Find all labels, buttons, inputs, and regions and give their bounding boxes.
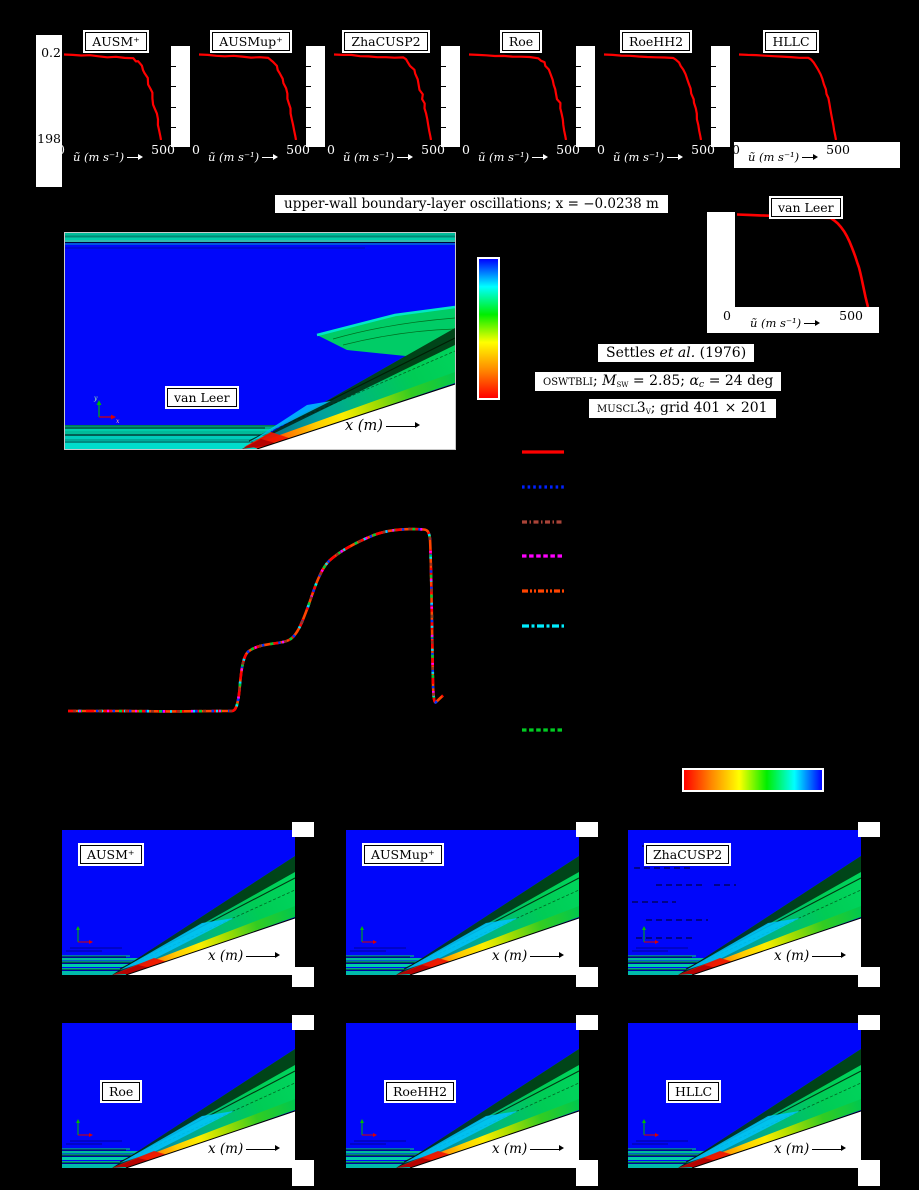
x-min-label: 0	[732, 142, 740, 157]
x-axis-labels	[327, 142, 445, 165]
x-min-label: 0	[723, 308, 731, 323]
x-max-label: 500	[839, 308, 863, 323]
text-segment: oswtbli	[543, 373, 593, 389]
case-box	[535, 372, 781, 391]
x-axis-title-text: x (m)	[492, 1141, 528, 1157]
profile-plot-panel	[327, 30, 472, 178]
profile-curve-svg	[197, 52, 305, 140]
velocity-profile-curve	[604, 55, 701, 141]
x-axis-title	[345, 418, 420, 434]
tick-mark	[441, 66, 446, 67]
profile-plot-area	[197, 52, 305, 140]
tick-mark	[576, 66, 581, 67]
text-segment: muscl3	[597, 400, 646, 416]
x-axis-title-text: x (m)	[774, 948, 810, 964]
x-axis-labels	[723, 308, 863, 331]
tick-mark	[306, 107, 311, 108]
text-segment: sw	[616, 378, 629, 390]
scheme-label: Roe	[102, 1082, 140, 1101]
x-max-label: 500	[286, 142, 310, 157]
right-arrow-icon	[532, 153, 548, 162]
x-axis-labels	[597, 142, 715, 165]
profile-plot-panel	[192, 30, 337, 178]
x-axis-title	[492, 1141, 564, 1157]
scheme-label: AUSM⁺	[80, 845, 142, 864]
x-axis-title	[343, 150, 413, 165]
x-min-label: 0	[597, 142, 605, 157]
profile-title-row	[737, 30, 845, 53]
text-segment: v	[645, 405, 651, 417]
profile-title-row	[467, 30, 575, 53]
text-segment: et al.	[659, 345, 696, 361]
scheme-label-box	[769, 196, 843, 219]
adjacent-axis-strip	[576, 1160, 598, 1186]
scheme-label: van Leer	[771, 198, 841, 217]
profile-title-row	[197, 30, 305, 53]
wall-curve-overlay	[68, 529, 443, 711]
profile-plot-area	[602, 52, 710, 140]
scheme-label: ZhaCUSP2	[344, 32, 427, 51]
axis-tick-strip	[306, 46, 325, 147]
adjacent-axis-strip	[858, 1160, 880, 1186]
scheme-label-box	[620, 30, 692, 53]
text-segment: = 24 deg	[704, 373, 774, 389]
tick-mark	[171, 107, 176, 108]
scheme-label-box	[165, 386, 239, 409]
profile-curve-svg	[735, 212, 880, 307]
x-axis-title-text: ũ (m s⁻¹)	[612, 150, 665, 164]
text-segment: = 2.85;	[628, 373, 690, 389]
tick-mark	[441, 127, 446, 128]
van-leer-profile-panel	[695, 195, 919, 340]
contour-plot-panel	[62, 830, 295, 975]
x-axis-title-text: x (m)	[774, 1141, 810, 1157]
adjacent-axis-strip	[858, 1015, 880, 1030]
x-axis-labels	[732, 142, 850, 165]
wall-curve-overlay	[68, 529, 443, 711]
adjacent-axis-strip	[858, 822, 880, 837]
x-max-label: 500	[826, 142, 850, 157]
tick-mark	[171, 86, 176, 87]
scheme-label-box	[384, 1080, 456, 1103]
scheme-label: HLLC	[668, 1082, 719, 1101]
profile-plot-area	[62, 52, 170, 140]
x-axis-title	[774, 948, 846, 964]
profile-curve-svg	[737, 52, 845, 140]
tick-mark	[576, 107, 581, 108]
right-arrow-icon	[127, 153, 143, 162]
adjacent-axis-strip	[292, 1160, 314, 1186]
wall-curve-overlay	[68, 529, 443, 711]
right-arrow-icon	[802, 153, 818, 162]
text-segment: M	[602, 373, 617, 389]
right-arrow-icon	[262, 153, 278, 162]
scheme-label: AUSMup⁺	[364, 845, 442, 864]
adjacent-axis-strip	[292, 1015, 314, 1030]
scheme-label: Roe	[502, 32, 540, 51]
x-axis-title	[748, 150, 818, 165]
x-min-label: 0	[462, 142, 470, 157]
profile-plot-area	[735, 212, 880, 307]
profile-title-row	[62, 30, 170, 53]
scheme-label: RoeHH2	[386, 1082, 454, 1101]
adjacent-axis-strip	[292, 822, 314, 837]
figure-caption: upper-wall boundary-layer oscillations; x = −0.0238 m	[275, 195, 668, 213]
scheme-label-box	[644, 843, 731, 866]
scheme-label: van Leer	[167, 388, 237, 407]
profile-plot-panel	[597, 30, 742, 178]
tick-mark	[306, 127, 311, 128]
x-axis-title-text: x (m)	[492, 948, 528, 964]
profile-plot-area	[467, 52, 575, 140]
x-axis-title	[73, 150, 143, 165]
tick-mark	[711, 127, 716, 128]
tick-mark	[576, 86, 581, 87]
adjacent-axis-strip	[858, 967, 880, 987]
profile-curve-svg	[467, 52, 575, 140]
scheme-label-box	[78, 843, 144, 866]
tick-mark	[171, 66, 176, 67]
scheme-label: AUSMup⁺	[212, 32, 290, 51]
x-axis-title	[478, 150, 548, 165]
profile-title-row	[602, 30, 710, 53]
reference-box	[598, 344, 754, 362]
x-max-label: 500	[151, 142, 175, 157]
velocity-profile-curve	[64, 55, 161, 141]
right-arrow-icon	[246, 952, 280, 961]
text-segment: α	[689, 373, 699, 389]
right-arrow-icon	[812, 952, 846, 961]
main-contour-plot	[65, 233, 455, 449]
tick-mark	[306, 66, 311, 67]
profile-curve-svg	[62, 52, 170, 140]
x-axis-title-text: ũ (m s⁻¹)	[477, 150, 530, 164]
profile-curve-svg	[332, 52, 440, 140]
tick-mark	[306, 86, 311, 87]
scheme-label: RoeHH2	[622, 32, 690, 51]
contour-plot-panel	[628, 1023, 861, 1168]
right-arrow-icon	[386, 422, 420, 431]
x-axis-title	[208, 150, 278, 165]
right-arrow-icon	[812, 1145, 846, 1154]
vertical-colorbar	[477, 257, 500, 400]
svg-text:x: x	[116, 418, 120, 425]
x-axis-title-text: x (m)	[345, 418, 383, 434]
text-segment: (1976)	[695, 345, 747, 361]
right-arrow-icon	[530, 1145, 564, 1154]
tick-mark	[711, 86, 716, 87]
x-axis-title-text: ũ (m s⁻¹)	[342, 150, 395, 164]
profile-title-row	[332, 30, 440, 53]
numerics-box	[589, 399, 776, 418]
contour-plot-panel	[628, 830, 861, 975]
axis-tick-strip	[576, 46, 595, 147]
x-axis-title-text: ũ (m s⁻¹)	[749, 316, 802, 330]
profile-plot-area	[332, 52, 440, 140]
velocity-profile-curve	[199, 55, 296, 141]
tick-mark	[711, 107, 716, 108]
scheme-label-box	[83, 30, 149, 53]
contour-plot-panel	[62, 1023, 295, 1168]
right-arrow-icon	[667, 153, 683, 162]
axis-tick-strip	[171, 46, 190, 147]
text-segment: Settles	[606, 345, 660, 361]
profile-plot-panel	[732, 30, 877, 178]
contour-plot-svg	[65, 233, 455, 449]
scheme-label-box	[342, 30, 429, 53]
x-min-label: 0	[327, 142, 335, 157]
tick-mark	[711, 66, 716, 67]
profile-plot-panel	[462, 30, 607, 178]
x-axis-labels	[462, 142, 580, 165]
tick-mark	[171, 127, 176, 128]
x-axis-title-text: x (m)	[208, 948, 244, 964]
adjacent-axis-strip	[576, 822, 598, 837]
profile-plot-panel	[57, 30, 202, 178]
right-arrow-icon	[246, 1145, 280, 1154]
axis-tick-strip	[441, 46, 460, 147]
velocity-profile-curve	[469, 55, 566, 141]
adjacent-axis-strip	[576, 1015, 598, 1030]
x-axis-title-text: ũ (m s⁻¹)	[207, 150, 260, 164]
scheme-label: ZhaCUSP2	[646, 845, 729, 864]
y-top-label: 0.2	[41, 45, 61, 60]
horizontal-colorbar	[682, 768, 824, 792]
y-bottom-label: .198	[33, 131, 61, 146]
x-axis-labels	[192, 142, 310, 165]
velocity-profile-curve	[737, 215, 868, 308]
x-axis-title	[613, 150, 683, 165]
axis-tick-strip	[711, 46, 730, 147]
svg-text:y: y	[94, 395, 98, 402]
adjacent-axis-strip	[292, 967, 314, 987]
x-axis-title	[774, 1141, 846, 1157]
x-max-label: 500	[421, 142, 445, 157]
scheme-label-box	[100, 1080, 142, 1103]
wall-curve-overlay	[68, 529, 443, 711]
x-axis-title	[750, 316, 820, 331]
right-arrow-icon	[530, 952, 564, 961]
scheme-label-box	[666, 1080, 721, 1103]
velocity-profile-curve	[334, 55, 431, 141]
scheme-label-box	[362, 843, 444, 866]
x-axis-title-text: ũ (m s⁻¹)	[72, 150, 125, 164]
x-max-label: 500	[691, 142, 715, 157]
wall-curve-overlay	[68, 529, 443, 711]
y-axis-strip	[707, 212, 735, 308]
tick-mark	[441, 86, 446, 87]
text-segment: c	[698, 378, 705, 390]
scheme-label: AUSM⁺	[85, 32, 147, 51]
contour-plot-panel	[346, 830, 579, 975]
wall-curve-overlay	[68, 529, 443, 711]
right-arrow-icon	[804, 319, 820, 328]
x-axis-labels	[57, 142, 175, 165]
legend	[520, 444, 570, 744]
x-axis-title-text: x (m)	[208, 1141, 244, 1157]
x-axis-title	[208, 948, 280, 964]
tick-mark	[441, 107, 446, 108]
x-max-label: 500	[556, 142, 580, 157]
text-segment: ;	[592, 373, 603, 389]
right-arrow-icon	[397, 153, 413, 162]
text-segment: ; grid 401 × 201	[650, 400, 768, 416]
profile-curve-svg	[602, 52, 710, 140]
x-min-label: 0	[57, 142, 65, 157]
velocity-profile-curve	[739, 55, 836, 141]
tick-mark	[576, 127, 581, 128]
contour-plot-panel	[346, 1023, 579, 1168]
x-axis-title-text: ũ (m s⁻¹)	[747, 150, 800, 164]
x-axis-title	[208, 1141, 280, 1157]
scheme-label-box	[210, 30, 292, 53]
profile-plot-area	[737, 52, 845, 140]
wall-distribution-plot	[60, 505, 450, 745]
adjacent-axis-strip	[576, 967, 598, 987]
x-min-label: 0	[192, 142, 200, 157]
scheme-label-box	[763, 30, 818, 53]
wall-curve	[68, 529, 443, 711]
scheme-label-box	[500, 30, 542, 53]
scheme-label: HLLC	[765, 32, 816, 51]
x-axis-title	[492, 948, 564, 964]
